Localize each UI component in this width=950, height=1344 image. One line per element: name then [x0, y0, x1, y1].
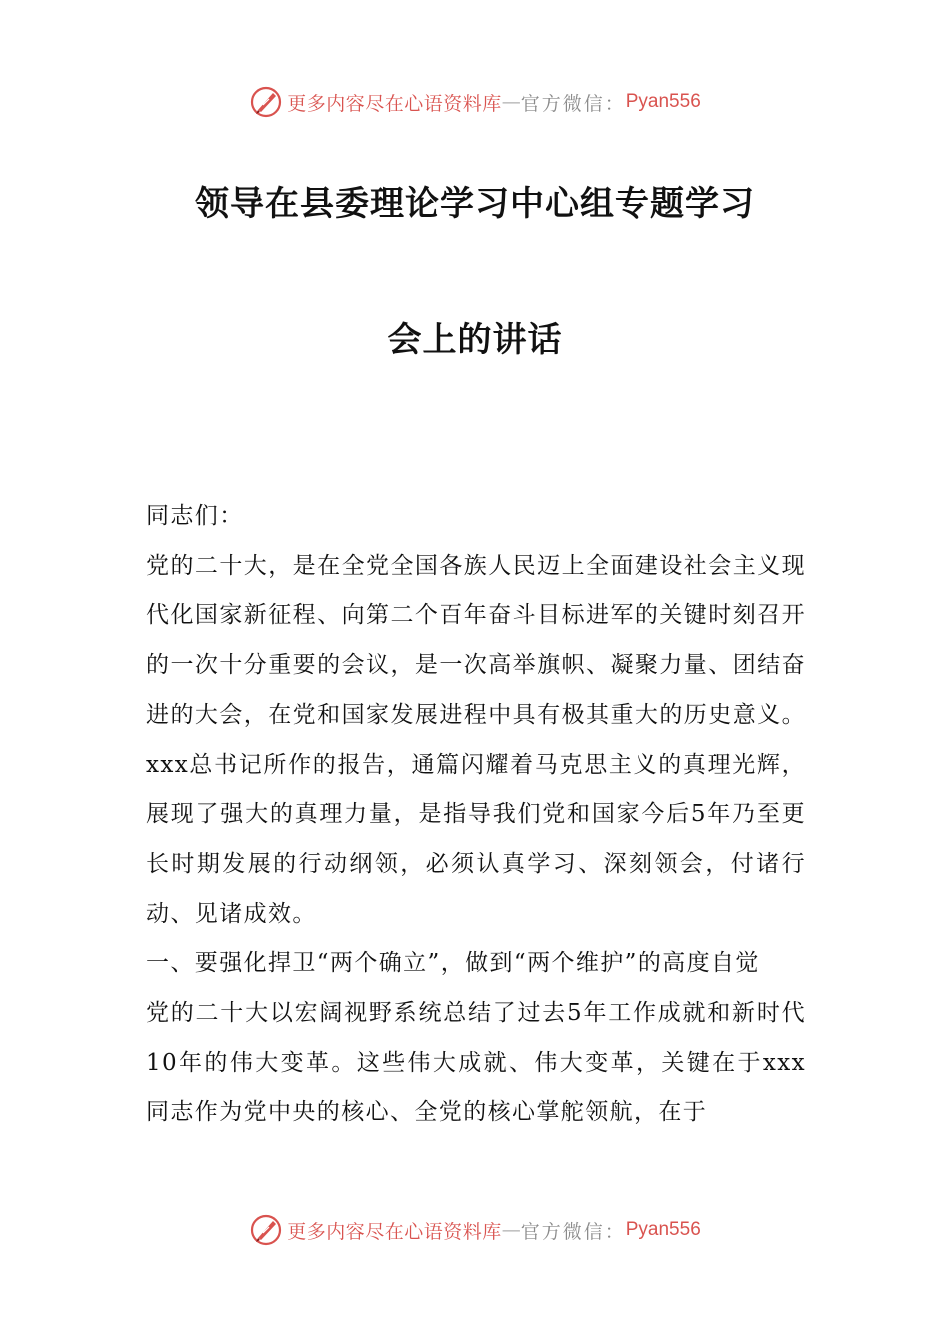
watermark-official-label: 官方微信：: [520, 1220, 626, 1243]
document-body: [146, 492, 806, 1138]
watermark-separator: —: [501, 91, 521, 113]
watermark-separator: —: [501, 1219, 521, 1241]
watermark-footer: [0, 1210, 950, 1250]
watermark-header: [0, 82, 950, 122]
watermark-wechat-id: Pyan556: [625, 1219, 701, 1240]
watermark-text: 更多内容尽在心语资料库: [287, 1220, 502, 1243]
document-title-line-2: 会上的讲话: [387, 320, 563, 360]
body-paragraph: 党的二十大，是在全党全国各族人民迈上全面建设社会主义现代化国家新征程、向第二个百年奋斗目标进军的关键时刻召开的一次十分重要的会议，是一次高举旗帜、凝聚力量、团结奋进的大会，在党和国家发展进程中具有极其重大的历史意义。xxx总书记所作的报告，通篇闪耀着马克思主义的真理光辉，展现了强大的真理力量，是指导我们党和国家今后5年乃至更长时期发展的行动纲领，必须认真学习、深刻领会，付诸行动、见诸成效。: [146, 552, 806, 927]
document-title-line-1: 领导在县委理论学习中心组专题学习: [195, 184, 755, 224]
section-heading: 一、要强化捍卫“两个确立”，做到“两个维护”的高度自觉: [146, 950, 760, 977]
watermark-wechat-id: Pyan556: [625, 91, 701, 112]
quill-logo-icon: [249, 85, 283, 119]
watermark-official-label: 官方微信：: [520, 92, 626, 115]
salutation: 同志们：: [146, 503, 244, 529]
watermark-text: 更多内容尽在心语资料库: [287, 92, 502, 115]
quill-logo-icon: [249, 1213, 283, 1247]
body-paragraph: 党的二十大以宏阔视野系统总结了过去5年工作成就和新时代10年的伟大变革。这些伟大成就、伟大变革，关键在于xxx同志作为党中央的核心、全党的核心掌舵领航，在于: [146, 1000, 806, 1126]
